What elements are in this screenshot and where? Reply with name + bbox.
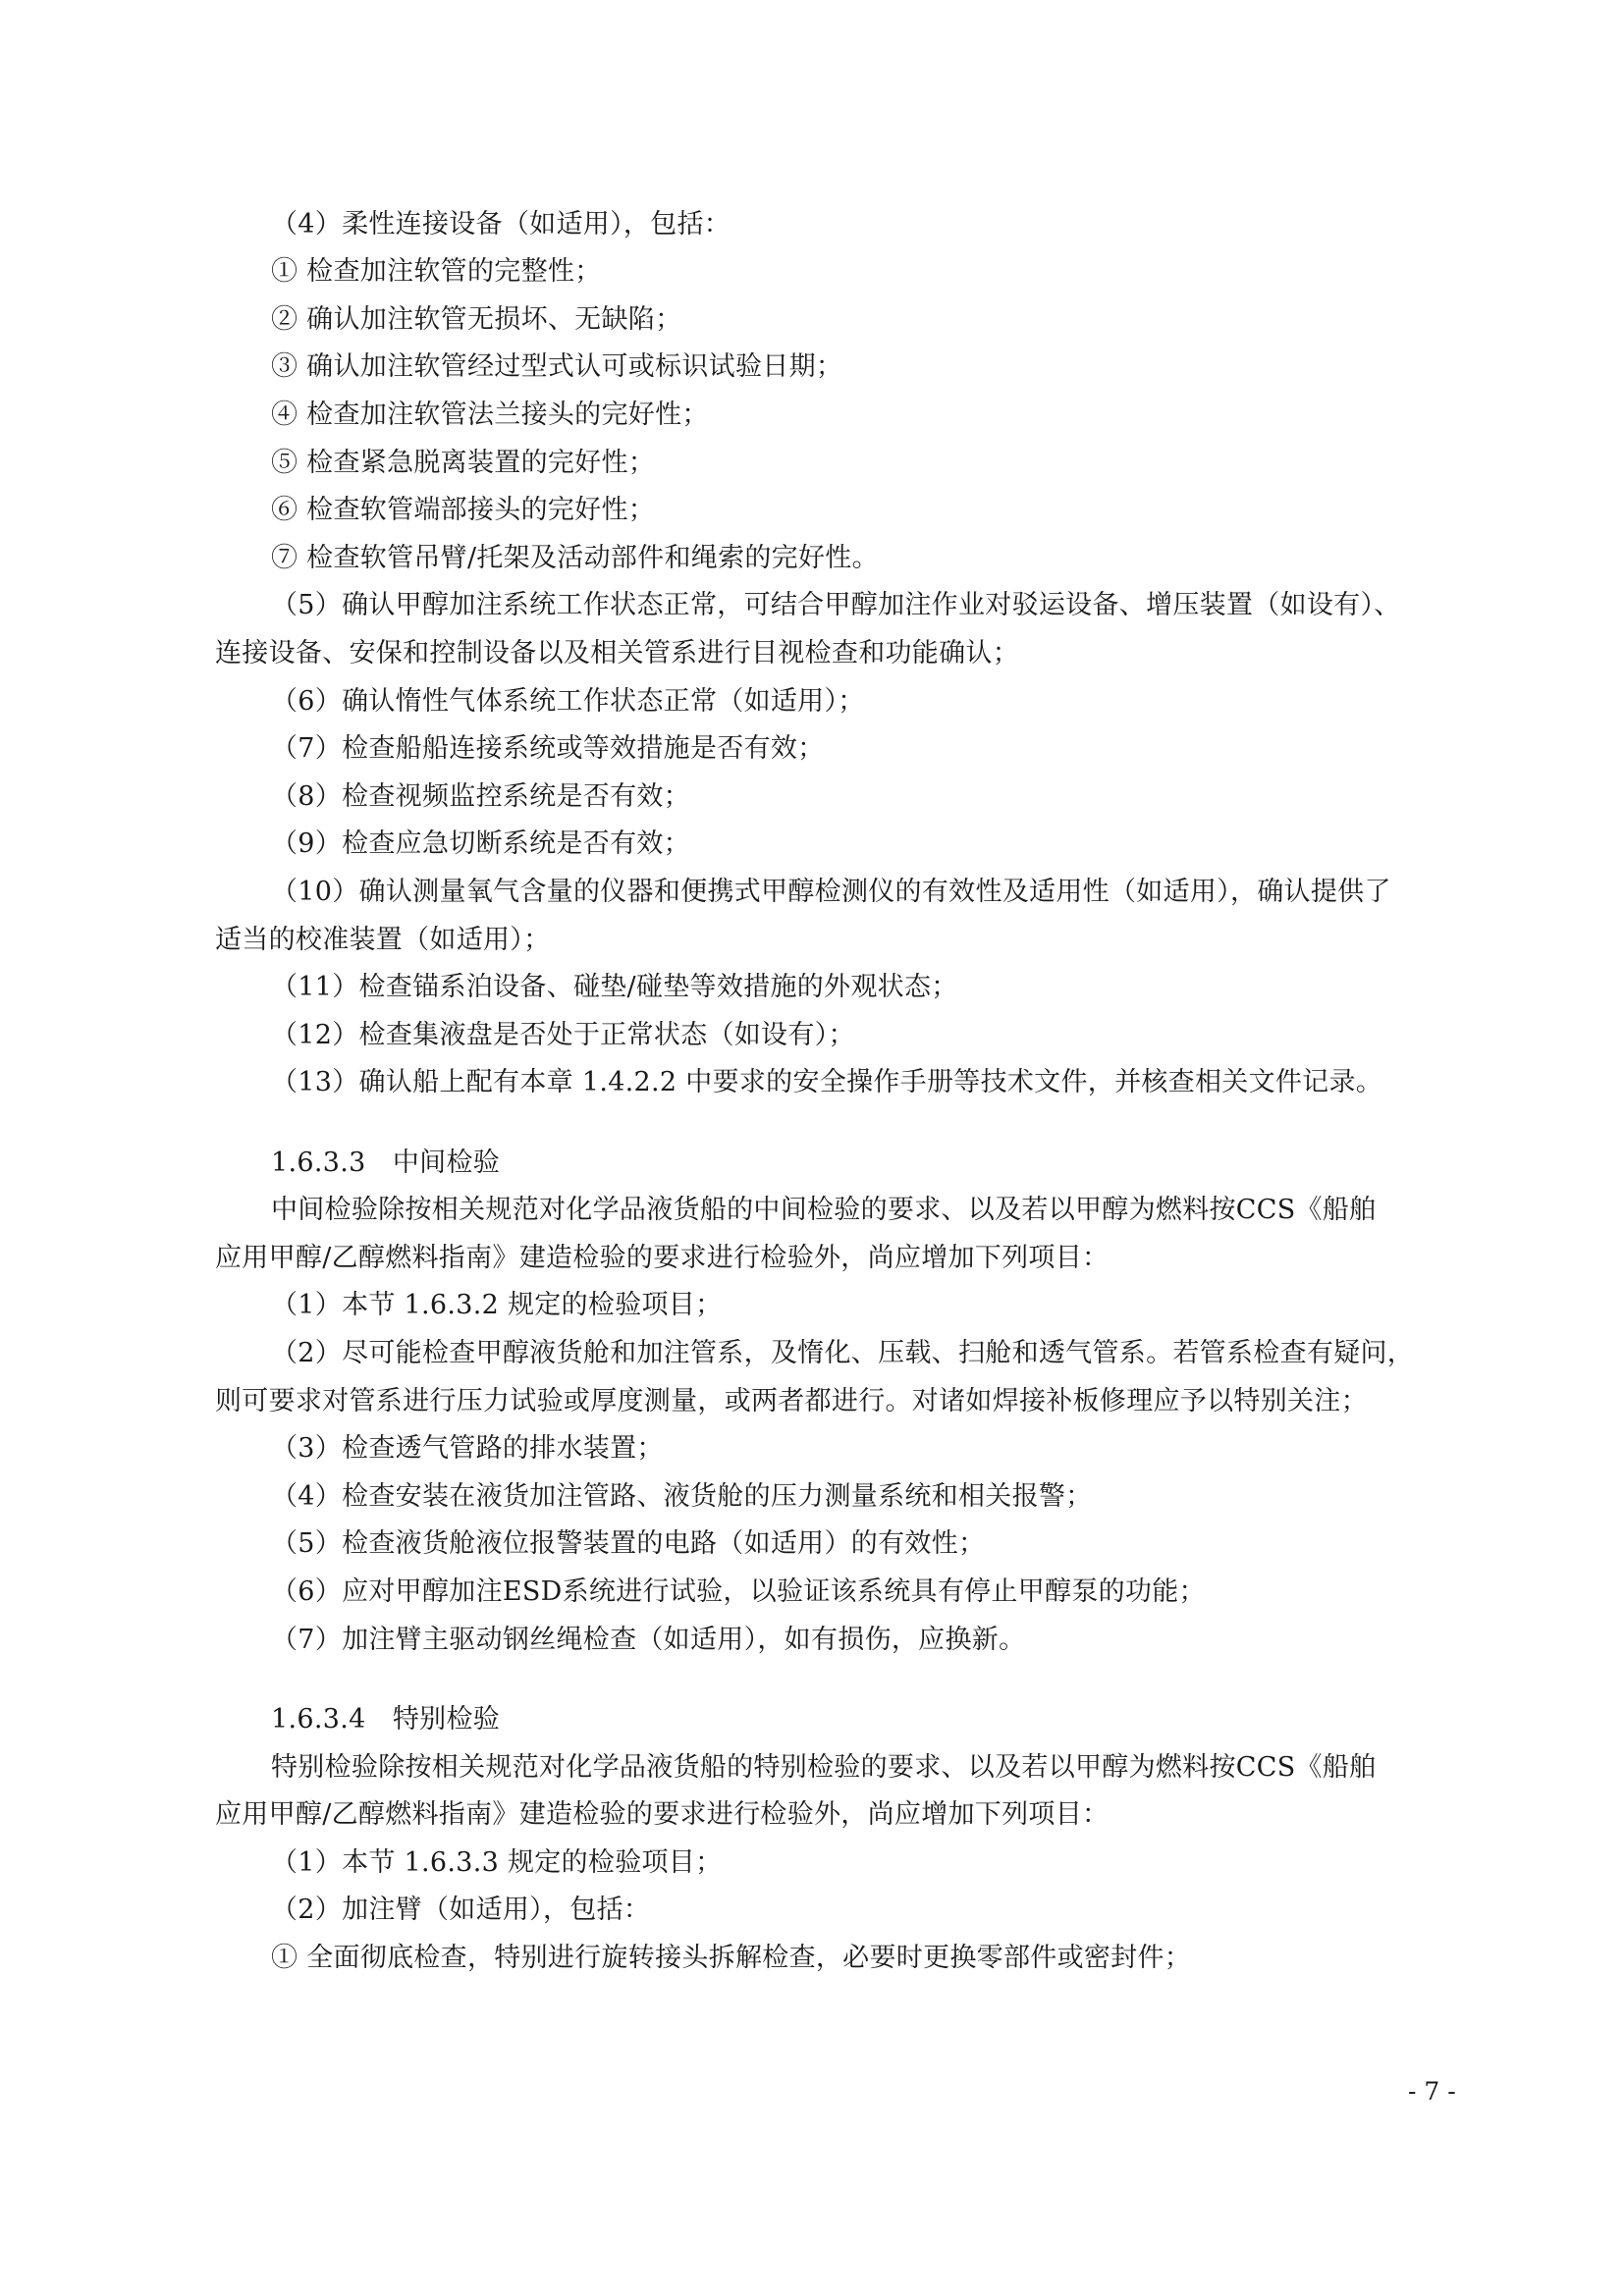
section-heading-1-6-3-4: 1.6.3.4 特别检验 (271, 1704, 501, 1735)
item-4-title: （4）柔性连接设备（如适用），包括： (271, 209, 731, 240)
item-5-line-2: 连接设备、安保和控制设备以及相关管系进行目视检查和功能确认； (215, 638, 1019, 668)
item-8: （8）检查视频监控系统是否有效； (271, 781, 690, 812)
subitem-2: ② 确认加注软管无损坏、无缺陷； (271, 304, 682, 335)
subitem-6: ⑥ 检查软管端部接头的完好性； (271, 495, 656, 525)
section-1-6-3-4-item-2-subitem-1: ① 全面彻底检查，特别进行旋转接头拆解检查，必要时更换零部件或密封件； (271, 1943, 1192, 1973)
section-1-6-3-3-item-6: （6）应对甲醇加注ESD系统进行试验，以验证该系统具有停止甲醇泵的功能； (271, 1576, 1206, 1607)
item-5-line-1: （5）确认甲醇加注系统工作状态正常，可结合甲醇加注作业对驳运设备、增压装置（如设有）、 (271, 590, 1401, 620)
item-9: （9）检查应急切断系统是否有效； (271, 828, 690, 859)
section-1-6-3-3-item-3: （3）检查透气管路的排水装置； (271, 1433, 664, 1464)
item-10-line-1: （10）确认测量氧气含量的仪器和便携式甲醇检测仪的有效性及适用性（如适用），确认提供了 (271, 877, 1391, 907)
subitem-4: ④ 检查加注软管法兰接头的完好性； (271, 400, 709, 430)
section-1-6-3-3-item-2-line-2: 则可要求对管系进行压力试验或厚度测量，或两者都进行。对诸如焊接补板修理应予以特别关注； (215, 1386, 1368, 1416)
item-12: （12）检查集液盘是否处于正常状态（如设有）； (271, 1020, 855, 1050)
item-13: （13）确认船上配有本章 1.4.2.2 中要求的安全操作手册等技术文件，并核查相关文件记录。 (271, 1067, 1383, 1097)
section-1-6-3-4-item-2-title: （2）加注臂（如适用），包括： (271, 1895, 651, 1925)
subitem-7: ⑦ 检查软管吊臂/托架及活动部件和绳索的完好性。 (271, 543, 879, 573)
item-10-line-2: 适当的校准装置（如适用）； (215, 925, 551, 955)
section-1-6-3-3-item-7: （7）加注臂主驱动钢丝绳检查（如适用），如有损伤，应换新。 (271, 1625, 1026, 1655)
section-1-6-3-3-intro-line-2: 应用甲醇/乙醇燃料指南》建造检验的要求进行检验外，尚应增加下列项目： (215, 1243, 1110, 1273)
subitem-5: ⑤ 检查紧急脱离装置的完好性； (271, 448, 656, 478)
item-11: （11）检查锚系泊设备、碰垫/碰垫等效措施的外观状态； (271, 972, 958, 1002)
section-1-6-3-4-item-1: （1）本节 1.6.3.3 规定的检验项目； (271, 1847, 723, 1878)
section-1-6-3-3-intro-line-1: 中间检验除按相关规范对化学品液货船的中间检验的要求、以及若以甲醇为燃料按CCS《船舶 (271, 1195, 1377, 1225)
section-1-6-3-3-item-5: （5）检查液货舱液位报警装置的电路（如适用）的有效性； (271, 1528, 986, 1559)
section-heading-1-6-3-3: 1.6.3.3 中间检验 (271, 1148, 501, 1178)
section-1-6-3-3-item-1: （1）本节 1.6.3.2 规定的检验项目； (271, 1290, 723, 1320)
item-6: （6）确认惰性气体系统工作状态正常（如适用）； (271, 686, 865, 717)
page-number: - 7 - (1408, 2077, 1456, 2106)
section-1-6-3-4-intro-line-2: 应用甲醇/乙醇燃料指南》建造检验的要求进行检验外，尚应增加下列项目： (215, 1799, 1110, 1830)
subitem-3: ③ 确认加注软管经过型式认可或标识试验日期； (271, 351, 843, 382)
item-7: （7）检查船船连接系统或等效措施是否有效； (271, 733, 825, 764)
subitem-1: ① 检查加注软管的完整性； (271, 256, 602, 287)
section-1-6-3-3-item-2-line-1: （2）尽可能检查甲醇液货舱和加注管系，及惰化、压载、扫舱和透气管系。若管系检查有疑问， (271, 1338, 1415, 1368)
section-1-6-3-4-intro-line-1: 特别检验除按相关规范对化学品液货船的特别检验的要求、以及若以甲醇为燃料按CCS《船舶 (271, 1752, 1377, 1783)
section-1-6-3-3-item-4: （4）检查安装在液货加注管路、液货舱的压力测量系统和相关报警； (271, 1481, 1093, 1512)
